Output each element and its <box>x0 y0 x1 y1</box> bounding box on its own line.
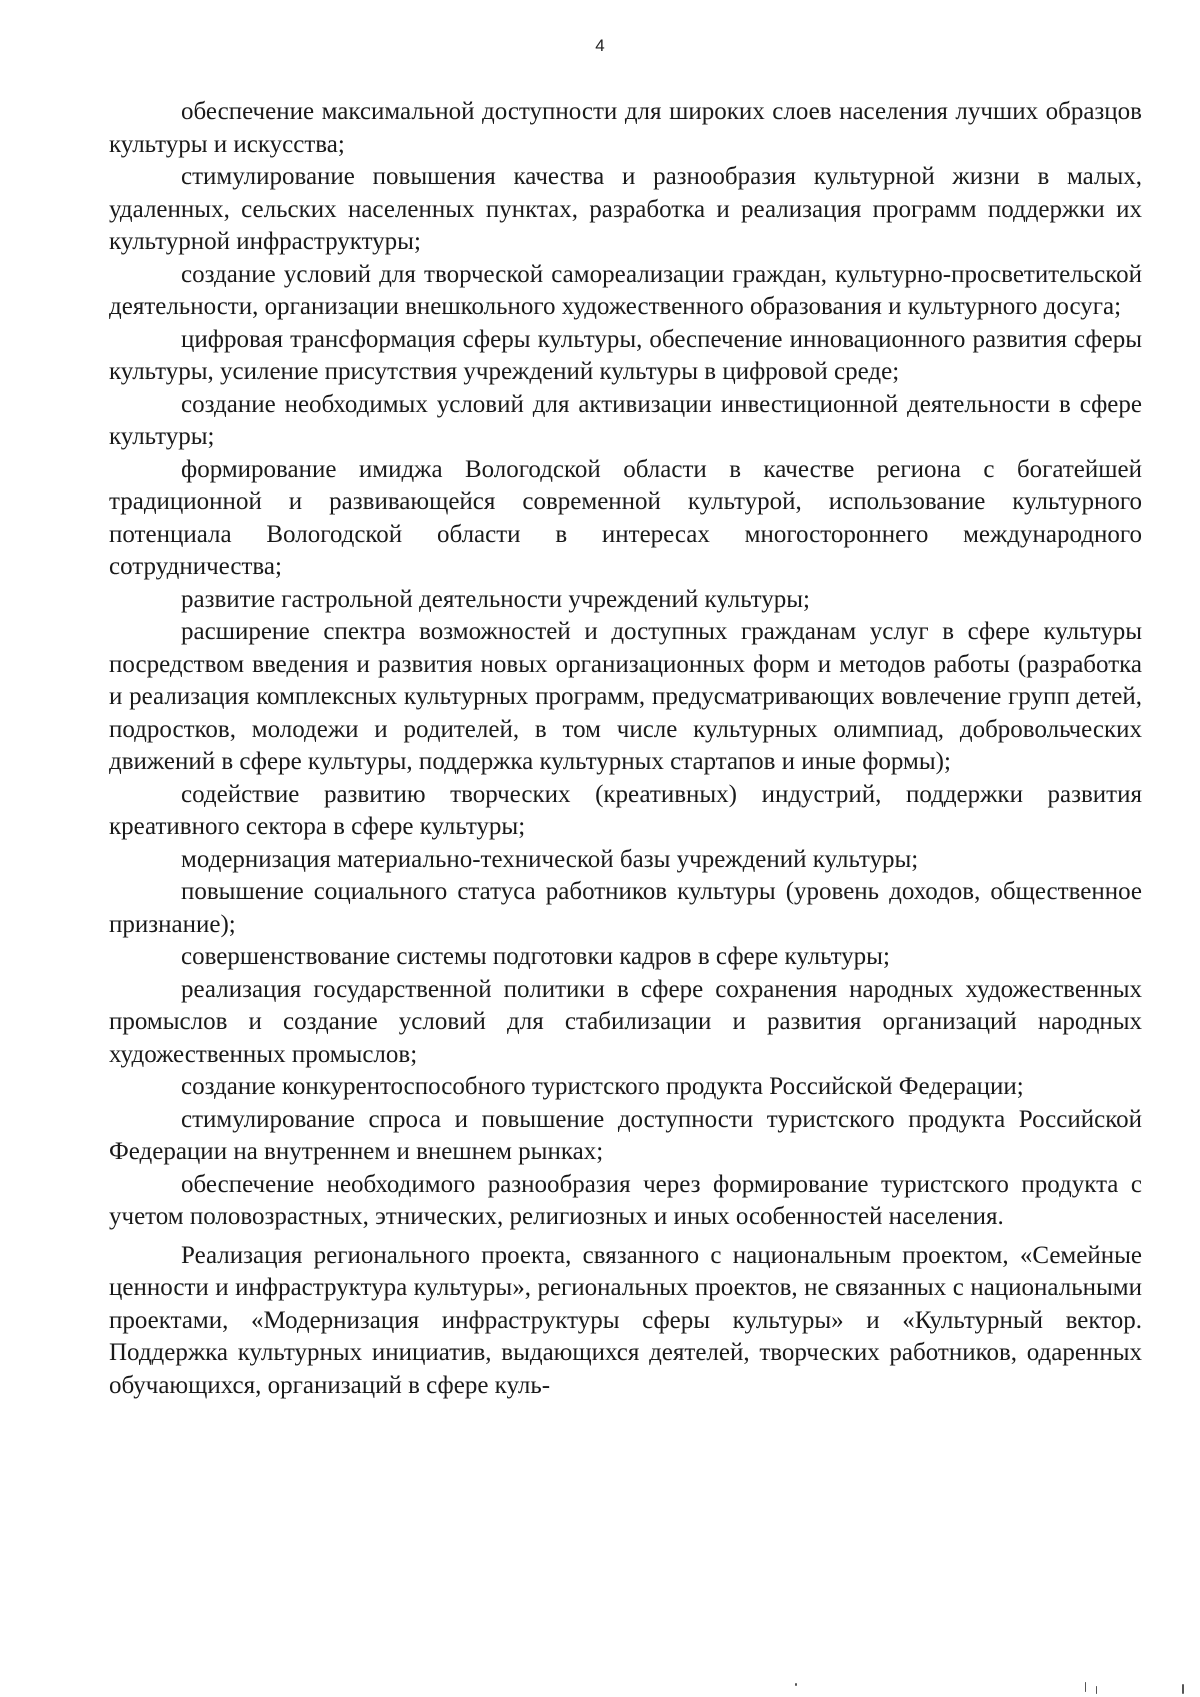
list-item: создание необходимых условий для активизации инвестиционной деятельности в сфере культуры; <box>109 390 1142 450</box>
scan-speck <box>795 1683 797 1686</box>
list-item: модернизация материально-технической базы учреждений культуры; <box>181 845 919 873</box>
scan-speck <box>1085 1682 1086 1692</box>
list-item: обеспечение необходимого разнообразия через формирование туристского продукта с учетом половозрастных, этнических, религиозных и иных особенностей населения. <box>109 1170 1142 1230</box>
scan-speck <box>1096 1686 1097 1694</box>
list-item: повышение социального статуса работников культуры (уровень доходов, общественное признание); <box>109 878 1142 938</box>
scan-speck <box>1182 1684 1184 1694</box>
list-item: расширение спектра возможностей и доступных гражданам услуг в сфере культуры посредством введения и развития новых организационных форм и методов работы (разработка и реализация комплексных культурных программ, предусматривающих вовлечение групп детей, подростков, молодежи и родителей, в том числе культурных олимпиад, добровольческих движений в сфере культуры, поддержка культурных стартапов и иные формы); <box>109 618 1142 775</box>
list-item: создание конкурентоспособного туристского продукта Российской Федерации; <box>181 1073 1024 1100</box>
list-item: развитие гастрольной деятельности учреждений культуры; <box>181 585 811 613</box>
list-item: цифровая трансформация сферы культуры, обеспечение инновационного развития сферы культуры, усиление присутствия учреждений культуры в цифровой среде; <box>109 325 1142 385</box>
list-item: совершенствование системы подготовки кадров в сфере культуры; <box>181 943 890 970</box>
body-paragraph: Реализация регионального проекта, связанного с национальным проектом, «Семейные ценности и инфраструктура культуры», региональных проектов, не связанных с национальными проектами, «Модернизация инфраструктуры сферы культуры» и «Культурный вектор. Поддержка культурных инициатив, выдающихся деятелей, творческих работников, одаренных обучающихся, организаций в сфере куль- <box>109 1241 1142 1399</box>
list-item: обеспечение максимальной доступности для широких слоев населения лучших образцов культуры и искусства; <box>109 98 1142 158</box>
list-item: реализация государственной политики в сфере сохранения народных художественных промыслов и создание условий для стабилизации и развития организаций народных художественных промыслов; <box>109 975 1142 1068</box>
list-item: содействие развитию творческих (креативных) индустрий, поддержки развития креативного сектора в сфере культуры; <box>109 780 1142 840</box>
list-item: стимулирование повышения качества и разнообразия культурной жизни в малых, удаленных, сельских населенных пунктах, разработка и реализация программ поддержки их культурной инфраструктуры; <box>109 163 1142 255</box>
list-item: стимулирование спроса и повышение доступности туристского продукта Российской Федерации на внутреннем и внешнем рынках; <box>109 1105 1142 1165</box>
page-number: 4 <box>595 36 605 55</box>
list-item: формирование имиджа Вологодской области в качестве региона с богатейшей традиционной и развивающейся современной культурой, использование культурного потенциала Вологодской области в интересах многостороннего международного сотрудничества; <box>109 455 1142 580</box>
document-body <box>109 96 1142 1402</box>
list-item: создание условий для творческой самореализации граждан, культурно-просветительской деятельности, организации внешкольного художественного образования и культурного досуга; <box>109 260 1142 320</box>
